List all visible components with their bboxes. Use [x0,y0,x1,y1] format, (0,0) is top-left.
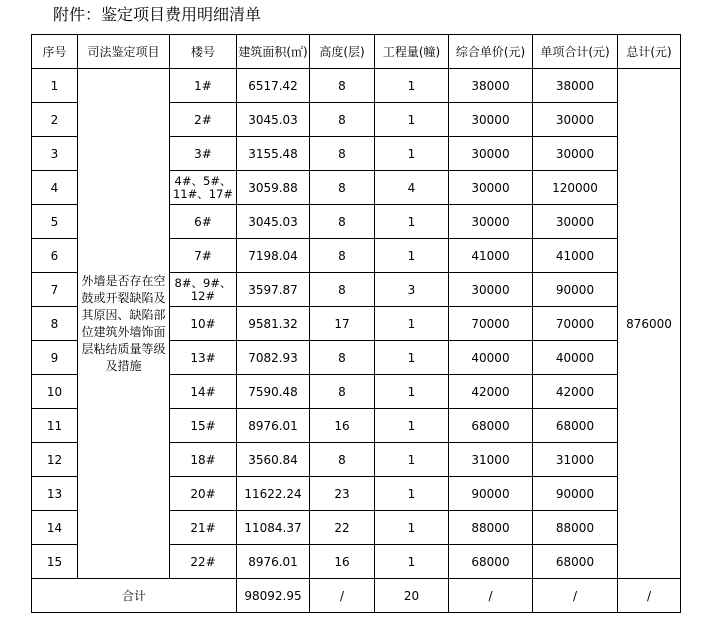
row-subtotal: 68000 [533,545,618,579]
row-height: 16 [310,409,375,443]
footer-height: / [310,579,375,613]
row-unit-price: 30000 [449,137,533,171]
row-unit-price: 42000 [449,375,533,409]
row-seq: 6 [32,239,78,273]
row-height: 8 [310,239,375,273]
document-title: 附件：鉴定项目费用明细清单 [53,5,262,24]
row-building: 21# [170,511,237,545]
row-seq: 5 [32,205,78,239]
footer-unit-price: / [449,579,533,613]
row-seq: 13 [32,477,78,511]
row-building: 10# [170,307,237,341]
footer-subtotal: / [533,579,618,613]
header-total: 总计(元) [618,35,681,69]
row-building: 4#、5#、11#、17# [170,171,237,205]
header-item: 司法鉴定项目 [78,35,170,69]
row-unit-price: 38000 [449,69,533,103]
footer-area: 98092.95 [237,579,310,613]
row-unit-price: 88000 [449,511,533,545]
header-row [32,35,681,69]
header-subtotal: 单项合计(元) [533,35,618,69]
row-area: 3059.88 [237,171,310,205]
row-unit-price: 30000 [449,103,533,137]
row-height: 8 [310,273,375,307]
row-height: 17 [310,307,375,341]
row-qty: 1 [375,307,449,341]
row-height: 16 [310,545,375,579]
row-unit-price: 90000 [449,477,533,511]
header-seq: 序号 [32,35,78,69]
grand-total: 876000 [618,69,681,579]
header-area: 建筑面积(㎡) [237,35,310,69]
row-subtotal: 88000 [533,511,618,545]
row-subtotal: 70000 [533,307,618,341]
row-qty: 1 [375,443,449,477]
footer-label: 合计 [32,579,237,613]
row-building: 18# [170,443,237,477]
row-area: 8976.01 [237,409,310,443]
row-seq: 2 [32,103,78,137]
footer-qty: 20 [375,579,449,613]
row-qty: 1 [375,137,449,171]
row-subtotal: 68000 [533,409,618,443]
row-subtotal: 90000 [533,477,618,511]
row-area: 9581.32 [237,307,310,341]
row-building: 1# [170,69,237,103]
row-qty: 1 [375,103,449,137]
row-area: 7590.48 [237,375,310,409]
row-qty: 1 [375,477,449,511]
row-seq: 3 [32,137,78,171]
row-height: 8 [310,205,375,239]
row-height: 8 [310,103,375,137]
row-subtotal: 120000 [533,171,618,205]
row-height: 8 [310,443,375,477]
row-qty: 1 [375,409,449,443]
row-qty: 1 [375,545,449,579]
row-area: 3560.84 [237,443,310,477]
row-height: 8 [310,171,375,205]
row-seq: 1 [32,69,78,103]
row-seq: 7 [32,273,78,307]
row-area: 7082.93 [237,341,310,375]
row-subtotal: 42000 [533,375,618,409]
row-building: 14# [170,375,237,409]
row-area: 6517.42 [237,69,310,103]
row-area: 3155.48 [237,137,310,171]
row-height: 8 [310,341,375,375]
row-building: 7# [170,239,237,273]
row-unit-price: 30000 [449,205,533,239]
row-subtotal: 30000 [533,137,618,171]
row-subtotal: 90000 [533,273,618,307]
row-height: 8 [310,69,375,103]
row-seq: 10 [32,375,78,409]
row-unit-price: 40000 [449,341,533,375]
row-area: 3597.87 [237,273,310,307]
row-area: 11622.24 [237,477,310,511]
row-seq: 14 [32,511,78,545]
fee-detail-table [31,34,681,613]
row-area: 3045.03 [237,205,310,239]
row-subtotal: 30000 [533,103,618,137]
row-qty: 1 [375,69,449,103]
row-building: 22# [170,545,237,579]
project-description: 外墙是否存在空鼓或开裂缺陷及其原因、缺陷部位建筑外墙饰面层粘结质量等级及措施 [78,69,170,579]
row-unit-price: 68000 [449,545,533,579]
row-unit-price: 30000 [449,171,533,205]
row-building: 15# [170,409,237,443]
row-subtotal: 40000 [533,341,618,375]
row-seq: 4 [32,171,78,205]
row-area: 8976.01 [237,545,310,579]
row-unit-price: 68000 [449,409,533,443]
header-building: 楼号 [170,35,237,69]
row-qty: 1 [375,239,449,273]
row-subtotal: 38000 [533,69,618,103]
row-seq: 11 [32,409,78,443]
row-qty: 4 [375,171,449,205]
row-height: 8 [310,137,375,171]
row-building: 8#、9#、12# [170,273,237,307]
footer-row [32,579,681,613]
row-subtotal: 31000 [533,443,618,477]
row-qty: 1 [375,375,449,409]
row-seq: 8 [32,307,78,341]
row-qty: 1 [375,511,449,545]
header-unit-price: 综合单价(元) [449,35,533,69]
row-subtotal: 41000 [533,239,618,273]
row-qty: 1 [375,205,449,239]
header-height: 高度(层) [310,35,375,69]
row-building: 20# [170,477,237,511]
row-seq: 15 [32,545,78,579]
row-unit-price: 30000 [449,273,533,307]
row-height: 23 [310,477,375,511]
row-building: 13# [170,341,237,375]
row-subtotal: 30000 [533,205,618,239]
row-area: 7198.04 [237,239,310,273]
row-height: 22 [310,511,375,545]
row-area: 11084.37 [237,511,310,545]
row-unit-price: 70000 [449,307,533,341]
row-seq: 9 [32,341,78,375]
row-building: 6# [170,205,237,239]
footer-total: / [618,579,681,613]
row-building: 3# [170,137,237,171]
row-building: 2# [170,103,237,137]
header-qty: 工程量(幢) [375,35,449,69]
row-height: 8 [310,375,375,409]
row-qty: 1 [375,341,449,375]
table-row [32,69,681,103]
row-qty: 3 [375,273,449,307]
row-unit-price: 31000 [449,443,533,477]
row-unit-price: 41000 [449,239,533,273]
row-area: 3045.03 [237,103,310,137]
row-seq: 12 [32,443,78,477]
